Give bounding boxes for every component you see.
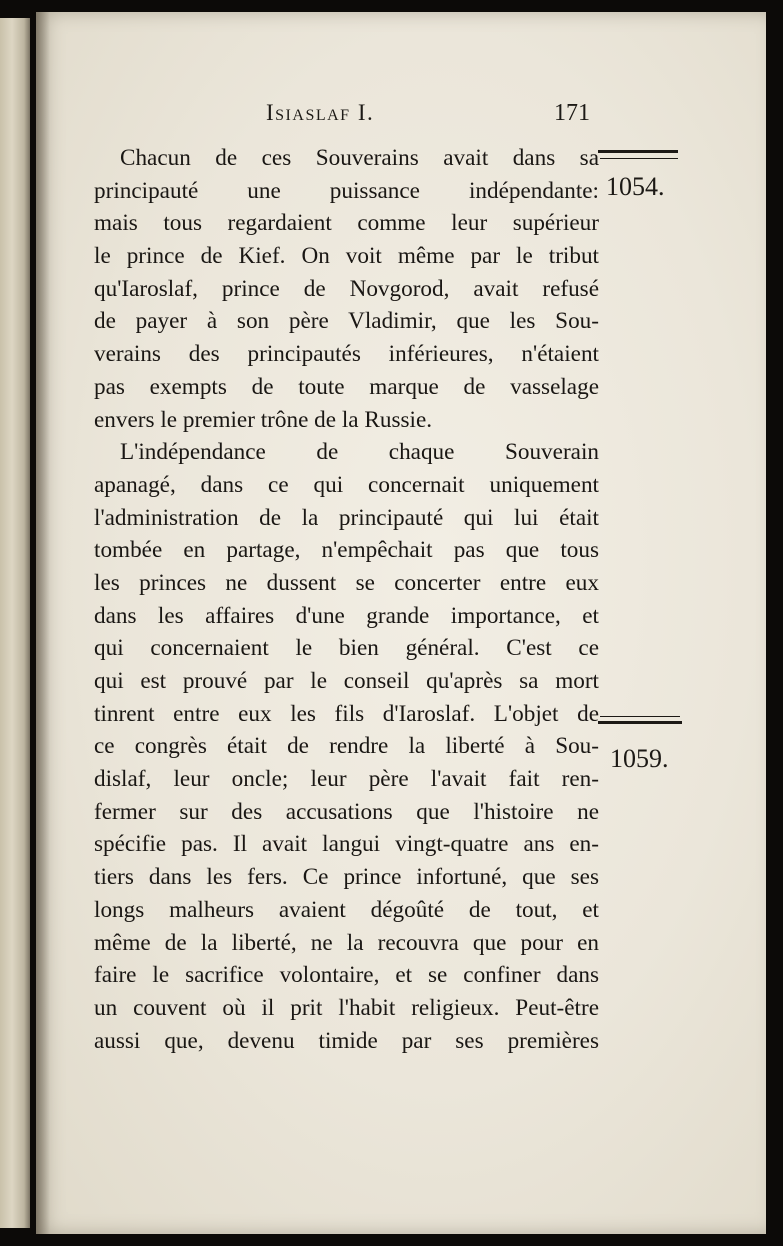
margin-rule-2 [600,716,680,717]
text-line: apanagé, dans ce qui concernait uniquement [94,471,599,498]
margin-year-1054: 1054. [606,172,665,201]
body-text [94,142,599,1057]
running-title: Isiaslaf I. [266,100,375,125]
text-line: dislaf, leur oncle; leur père l'avait fait ren- [94,766,599,793]
text-line: spécifie pas. Il avait langui vingt-quatre ans en- [94,831,599,858]
facing-page-edge [0,18,30,1228]
text-line: le prince de Kief. On voit même par le tribut [94,243,599,270]
text-line: qu'Iaroslaf, prince de Novgorod, avait refusé [94,275,599,302]
text-line: l'administration de la principauté qui lui était [94,504,599,531]
text-line: pas exempts de toute marque de vasselage [94,373,599,400]
text-line: Chacun de ces Souverains avait dans sa [120,145,599,171]
text-line: verains des principautés inférieures, n'étaient [94,341,599,368]
text-line: longs malheurs avaient dégoûté de tout, et [94,896,599,923]
text-line: de payer à son père Vladimir, que les Sou- [94,308,599,335]
margin-rule-1 [598,150,678,153]
text-line: qui concernaient le bien général. C'est ce [94,635,599,662]
text-line: même de la liberté, ne la recouvra que pour en [94,929,599,956]
text-line: tiers dans les fers. Ce prince infortuné, que ses [94,864,599,891]
text-line: dans les affaires d'une grande importance, et [94,602,599,629]
text-line: principauté une puissance indépendante: [94,177,599,204]
text-line: un couvent où il prit l'habit religieux. Peut-être [94,994,599,1021]
text-line: les princes ne dussent se concerter entre eux [94,569,599,596]
text-line: faire le sacrifice volontaire, et se confiner dans [94,962,599,989]
margin-rule-1b [600,158,678,159]
page-header [266,100,596,130]
text-line: tinrent entre eux les fils d'Iaroslaf. L'objet de [94,700,599,727]
text-line: envers le premier trône de la Russie. [94,406,433,433]
text-line: qui est prouvé par le conseil qu'après sa mort [94,668,599,694]
page-gutter-shadow [36,12,50,1234]
text-line: ce congrès était de rendre la liberté à Sou- [94,733,599,760]
margin-rule-2b [598,721,682,724]
page-number: 171 [554,100,590,126]
text-line: L'indépendance de chaque Souverain [120,439,599,466]
text-line: tombée en partage, n'empêchait pas que tous [94,537,599,564]
text-line: fermer sur des accusations que l'histoire ne [94,798,599,825]
margin-year-1059: 1059. [610,744,669,773]
text-line: aussi que, devenu timide par ses premières [94,1027,599,1054]
text-line: mais tous regardaient comme leur supérieur [94,210,599,237]
